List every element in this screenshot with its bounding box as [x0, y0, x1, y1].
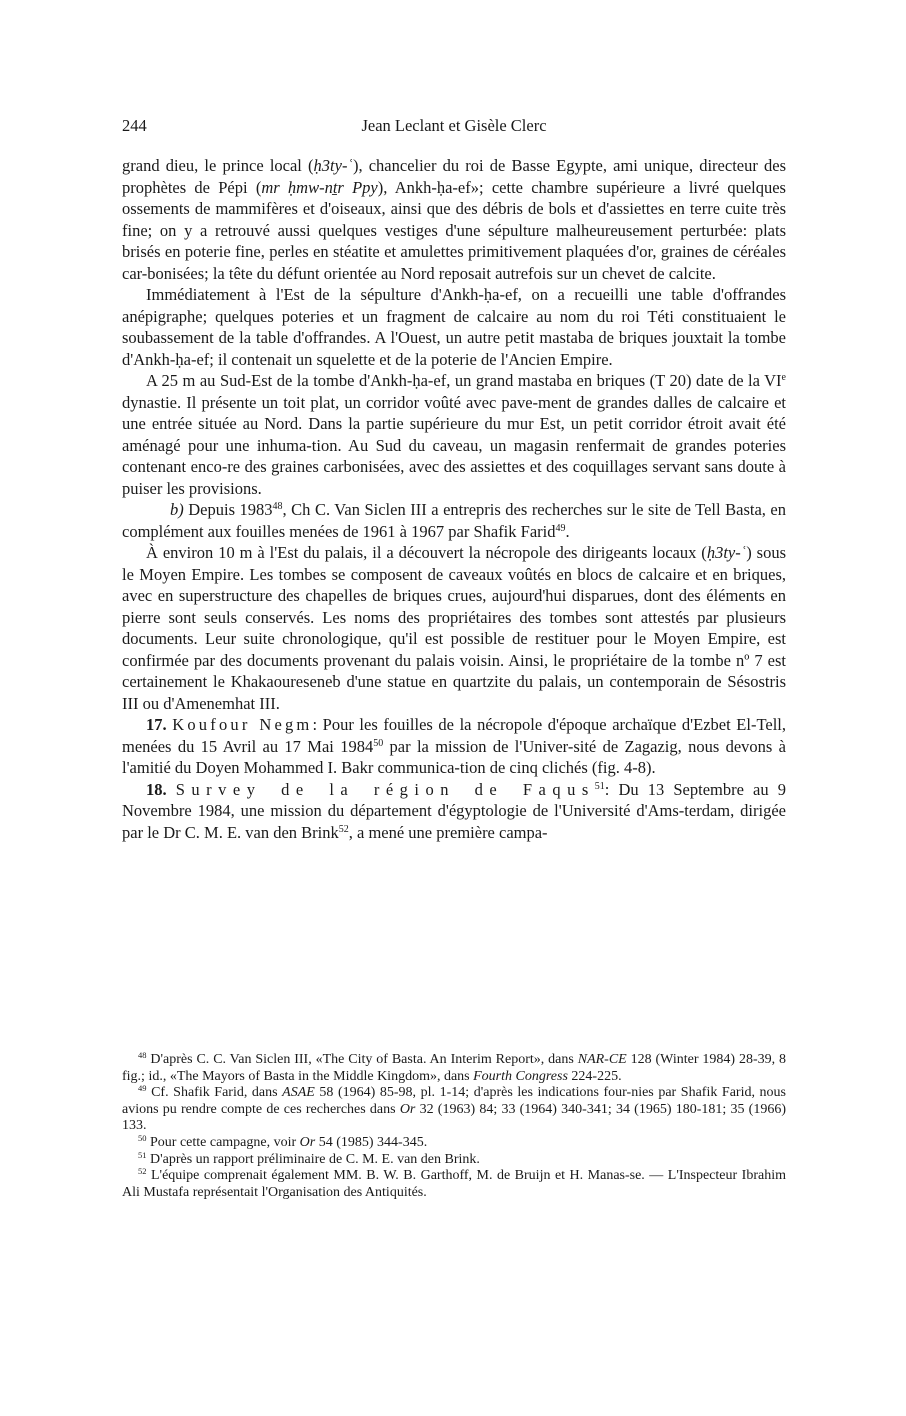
footnote-50: $^{50}$ Pour cette campagne, voir Or 54 (1985) 344-345.: [138, 1132, 428, 1150]
section-18-paragraph: 18. Survey de la région de Faqus$^{51}$: Du 13 Septembre au 9 Novembre 1984, une mission du département d'égyptologie de l'Université d'Ams-terdam, dirigée par le Dr C. M. E. van den Brink$^{52}$, a mené une première campa-: [122, 779, 787, 842]
paragraph: A 25 m au Sud-Est de la tombe d'Ankh-ḥa-ef, un grand mastaba en briques (T 20) date de la VIe dynastie. Il présente un toit plat, un corridor voûté avec pave-ment de grandes dalles de calcaire et une entrée située au Nord. Dans la partie supérieure du mur Est, un petit corridor étroit avait été aménagé pour une inhuma-tion. Au Sud du caveau, un magasin renfermait de grandes poteries contenant enco-re des graines carbonisées, avec des assiettes et des coquillages servant sans doute à puiser les provisions.: [122, 371, 786, 498]
page-header: [122, 116, 786, 140]
footnote-ref: 48: [272, 501, 283, 512]
main-text: [122, 155, 786, 843]
footnote-ref: 51: [594, 780, 605, 792]
footnote-52: $^{52}$ L'équipe comprenait également MM. B. W. B. Garthoff, M. de Bruijn et H. Manas-se. — L'Inspecteur Ibrahim Ali Mustafa représentait l'Organisation des Antiquités.: [122, 1166, 786, 1200]
paragraph: À environ 10 m à l'Est du palais, il a découvert la nécropole des dirigeants locaux (ḥ3ty-ʿ) sous le Moyen Empire. Les tombes se composent de caveaux voûtés en blocs de calcaire et en briques, avec en superstructure des chapelles de briques crues, aujourd'hui disparues, dont des éléments en pierre sont seuls conservés. Les noms des propriétaires des tombes sont attestés par plusieurs documents. Leur suite chronologique, qu'il est possible de restituer pour le Moyen Empire, est confirmée par des documents provenant du palais voisin. Ainsi, le propriétaire de la tombe nº 7 est certainement le Khakaoureseneb d'une statue en quartzite du palais, un contemporain de Sésostris III ou d'Amenemhat III.: [122, 543, 786, 713]
section-17-paragraph: 17. Koufour Negm: Pour les fouilles de la nécropole d'époque archaïque d'Ezbet El-Tell, menées du 15 Avril au 17 Mai 1984$^{50}$ par la mission de l'Univer-sité de Zagazig, nous devons à l'amitié du Doyen Mohammed I. Bakr communica-tion de cinq clichés (fig. 4-8).: [122, 715, 787, 777]
footnotes: [122, 1052, 786, 1201]
running-head: Jean Leclant et Gisèle Clerc: [361, 116, 547, 135]
section-title: Survey de la région de Faqus: [175, 779, 595, 799]
footnote-ref: 49: [555, 522, 566, 534]
section-number: 18.: [146, 779, 167, 799]
footnote-ref: 52: [338, 823, 349, 835]
footnote-51: $^{51}$ D'après un rapport préliminaire de C. M. E. van den Brink.: [138, 1149, 480, 1167]
footnote-ref: 50: [373, 737, 384, 749]
section-title: Koufour Negm: [172, 715, 313, 734]
section-number: 17.: [146, 715, 167, 734]
paragraph: b) Depuis 1983$^{48}$, Ch C. Van Siclen III a entrepris des recherches sur le site de Tell Basta, en complément aux fouilles menées de 1961 à 1967 par Shafik Farid$^{49}$.: [122, 500, 786, 541]
paragraph: Immédiatement à l'Est de la sépulture d'Ankh-ḥa-ef, on a recueilli une table d'offrandes anépigraphe; quelques poteries et un fragment de calcaire au nom du roi Téti constituaient le soubassement de la table d'offrandes. A l'Ouest, un autre petit mastaba de briques jouxtait la tombe d'Ankh-ḥa-ef; il contenait un squelette et de la poterie de l'Ancien Empire.: [122, 285, 786, 369]
page-number: 244: [122, 116, 147, 135]
paragraph: grand dieu, le prince local (ḥ3ty-ʿ), chancelier du roi de Basse Egypte, ami unique, directeur des prophètes de Pépi (mr ḥmw-nṯr Ppy), Ankh-ḥa-ef»; cette chambre supérieure a livré quelques ossements de mammifères et d'oiseaux, ainsi que des débris de bols et d'assiettes en terre cuite très fine; on y a retrouvé aussi quelques vestiges d'une sépulture malheureusement perturbée: plats brisés en poterie fine, perles en stéatite et amulettes primitivement plaquées d'or, graines de céréales car-bonisées; la tête du défunt orientée au Nord reposait autrefois sur un chevet de calcite.: [122, 156, 786, 283]
footnote-48: $^{48}$ D'après C. C. Van Siclen III, «The City of Basta. An Interim Report», dans NAR-CE 128 (Winter 1984) 28-39, 8 fig.; id., «The Mayors of Basta in the Middle Kingdom», dans Fourth Congress 224-225.: [122, 1050, 787, 1084]
footnote-49: $^{49}$ Cf. Shafik Farid, dans ASAE 58 (1964) 85-98, pl. 1-14; d'après les indications four-nies par Shafik Farid, nous avions pu rendre compte de ces recherches dans Or 32 (1963) 84; 33 (1964) 340-341; 34 (1965) 180-181; 35 (1966) 133.: [122, 1083, 786, 1134]
